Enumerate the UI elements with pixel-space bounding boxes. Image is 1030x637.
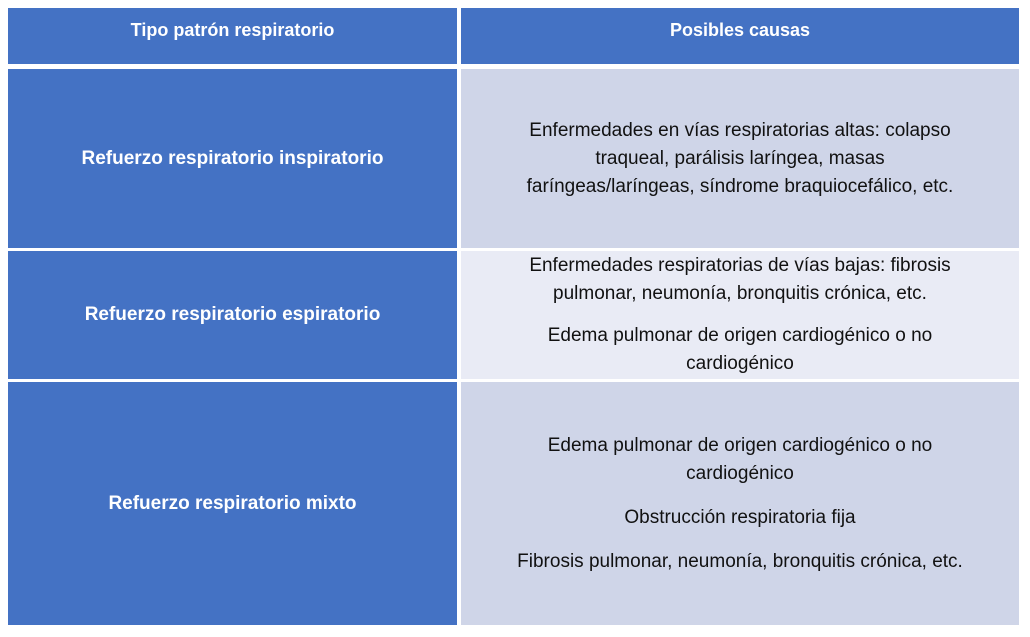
cause-text: Enfermedades en vías respiratorias altas: colapso traqueal, parálisis laríngea, masas faríngeas/laríngeas, síndrome braquiocefálico, etc. xyxy=(526,119,954,197)
header-causes-label: Posibles causas xyxy=(669,20,811,40)
cause-text: Enfermedades respiratorias de vías bajas: fibrosis pulmonar, neumonía, bronquitis crónica, etc. xyxy=(529,255,951,304)
cause-text: Fibrosis pulmonar, neumonía, bronquitis crónica, etc. xyxy=(517,550,963,572)
header-causes xyxy=(461,8,1019,64)
row-type-label: Refuerzo respiratorio espiratorio xyxy=(84,304,381,325)
row-type-inspiratory xyxy=(8,69,457,248)
row-type-expiratory xyxy=(8,251,457,379)
cause-text: Obstrucción respiratoria fija xyxy=(624,506,856,528)
row-causes-mixed xyxy=(461,382,1019,625)
cause-text: Edema pulmonar de origen cardiogénico o no cardiogénico xyxy=(547,434,933,484)
row-type-mixed xyxy=(8,382,457,625)
row-causes-expiratory xyxy=(461,251,1019,379)
cause-text: Edema pulmonar de origen cardiogénico o no cardiogénico xyxy=(547,325,933,374)
header-type-label: Tipo patrón respiratorio xyxy=(130,20,335,40)
row-type-label: Refuerzo respiratorio inspiratorio xyxy=(81,147,384,169)
row-type-label: Refuerzo respiratorio mixto xyxy=(108,492,357,514)
header-type xyxy=(8,8,457,64)
row-causes-inspiratory xyxy=(461,69,1019,248)
